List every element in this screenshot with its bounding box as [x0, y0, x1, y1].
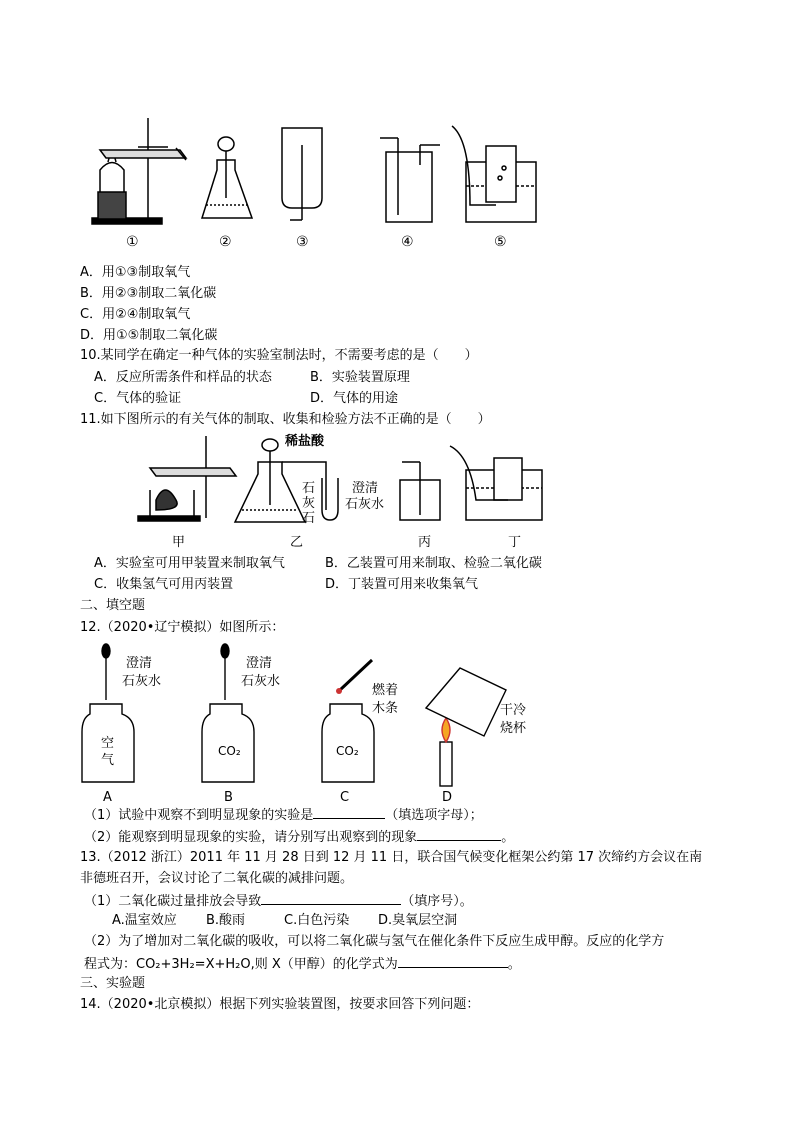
q11-option-b: B．乙装置可用来制取、检验二氧化碳: [325, 556, 542, 571]
apparatus-label-4: ④: [401, 234, 414, 250]
q11-caption-jia: 甲: [172, 535, 186, 550]
q12-limewater-a-1: 澄清: [126, 656, 153, 671]
q11-option-a: A．实验室可用甲装置来制取氧气: [94, 556, 285, 571]
q13-sub1: [84, 892, 473, 910]
q9-option-a: A．用①③制取氧气: [80, 265, 191, 280]
q11-caption-yi: 乙: [290, 535, 304, 550]
q11-stem: 11.如下图所示的有关气体的制取、收集和检验方法不正确的是（ ）: [80, 412, 491, 427]
q12-cold-beaker-2: 烧杯: [500, 721, 527, 736]
q13-stem-line2: 非德班召开，会议讨论了二氧化碳的减排问题。: [80, 871, 354, 886]
section-heading-fill: 二、填空题: [80, 598, 146, 613]
q12-stem: 12.（2020•辽宁模拟）如图所示：: [80, 620, 285, 635]
q12-sub2-text: （2）能观察到明显现象的实验，请分别写出观察到的现象: [84, 830, 418, 845]
apparatus-label-2: ②: [219, 234, 232, 250]
q12-cold-beaker-1: 干冷: [500, 703, 527, 718]
q12-sub2: [84, 828, 514, 846]
q12-sub1-text: （1）试验中观察不到明显现象的实验是: [84, 808, 314, 823]
q12-sub1-text-end: （填选项字母）；: [385, 808, 483, 823]
q14-stem: 14.（2020•北京模拟）根据下列实验装置图，按要求回答下列问题：: [80, 997, 480, 1012]
q11-stone-label-1: 石: [302, 481, 316, 496]
q11-stone-label-2: 灰: [302, 496, 316, 511]
q12-caption-c: C: [340, 790, 350, 805]
q12-sub1: [84, 806, 483, 824]
q12-bottle-a-label-1: 空: [101, 736, 115, 751]
q13-sub2-text-end: 。: [507, 957, 521, 972]
q12-limewater-b-2: 石灰水: [241, 674, 281, 689]
q13-option-b: B.酸雨: [206, 913, 246, 928]
apparatus-figure-1: [0, 0, 794, 260]
q9-option-d: D．用①⑤制取二氧化碳: [80, 328, 218, 343]
q12-limewater-b-1: 澄清: [246, 656, 273, 671]
q12-caption-a: A: [103, 790, 112, 805]
q13-stem-line1: 13.（2012 浙江）2011 年 11 月 28 日到 12 月 11 日，联合国气候变化框架公约第 17 次缔约方会议在南: [80, 850, 703, 865]
q9-option-b: B．用②③制取二氧化碳: [80, 286, 217, 301]
apparatus-label-1: ①: [126, 234, 139, 250]
q12-caption-b: B: [224, 790, 233, 805]
q13-option-a: A.温室效应: [112, 913, 177, 928]
apparatus-label-5: ⑤: [494, 234, 507, 250]
apparatus-label-3: ③: [296, 234, 309, 250]
q12-caption-d: D: [442, 790, 453, 805]
q11-option-c: C．收集氢气可用丙装置: [94, 577, 234, 592]
q12-bottle-a-label-2: 气: [101, 753, 115, 768]
q9-option-c: C．用②④制取氧气: [80, 307, 191, 322]
q13-option-c: C.白色污染: [284, 913, 350, 928]
q12-bottle-b-label: CO₂: [218, 744, 241, 758]
q11-caption-ding: 丁: [508, 535, 522, 550]
q12-sub2-blank[interactable]: [417, 828, 501, 841]
q13-sub1-text-end: （填序号）。: [401, 894, 473, 909]
q12-bottle-c-label: CO₂: [336, 744, 359, 758]
q13-sub1-blank[interactable]: [261, 892, 401, 905]
q11-limewater-label-1: 澄清: [352, 481, 379, 496]
q10-stem: 10.某同学在确定一种气体的实验室制法时，不需要考虑的是（ ）: [80, 348, 478, 363]
q12-sub1-blank[interactable]: [313, 806, 385, 819]
q13-sub2-line2: [84, 955, 521, 973]
q10-option-c: C．气体的验证: [94, 391, 182, 406]
apparatus-figure-2: [0, 430, 794, 550]
q11-caption-bing: 丙: [418, 535, 432, 550]
q12-burning-stick-1: 燃着: [372, 683, 399, 698]
q10-option-b: B．实验装置原理: [310, 370, 410, 385]
q11-acid-label: 稀盐酸: [285, 434, 325, 449]
q13-sub1-text: （1）二氧化碳过量排放会导致: [84, 894, 262, 909]
q10-option-d: D．气体的用途: [310, 391, 399, 406]
q12-sub2-text-end: 。: [501, 830, 515, 845]
q11-option-d: D．丁装置可用来收集氧气: [325, 577, 479, 592]
q12-burning-stick-2: 木条: [372, 701, 399, 716]
q10-option-a: A．反应所需条件和样品的状态: [94, 370, 272, 385]
q11-stone-label-3: 石: [302, 511, 316, 526]
q13-sub2-blank[interactable]: [398, 955, 508, 968]
q13-sub2-text: 程式为：CO₂+3H₂=X+H₂O,则 X（甲醇）的化学式为: [84, 957, 398, 972]
section-heading-experiment: 三、实验题: [80, 976, 146, 991]
q13-option-d: D.臭氧层空洞: [378, 913, 458, 928]
q13-sub2-line1: （2）为了增加对二氧化碳的吸收，可以将二氧化碳与氢气在催化条件下反应生成甲醇。反应的化学方: [84, 934, 665, 949]
q11-limewater-label-2: 石灰水: [345, 497, 385, 512]
q12-limewater-a-2: 石灰水: [122, 674, 162, 689]
